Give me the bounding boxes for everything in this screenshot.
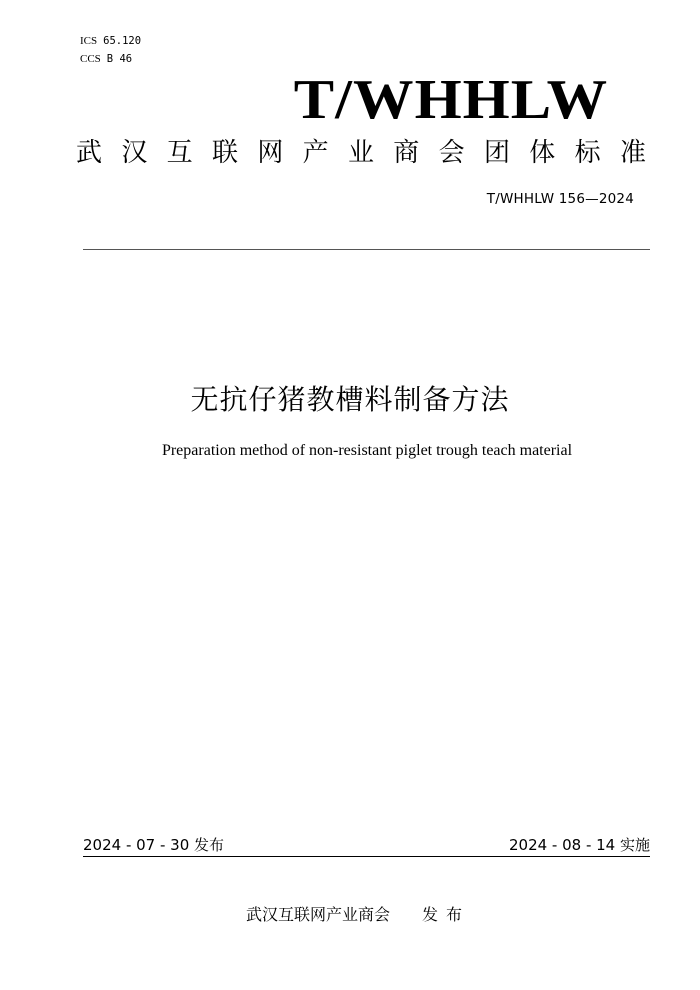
org-char: 汉 xyxy=(121,138,148,168)
issuer-name: 武汉互联网产业商会 xyxy=(246,905,391,924)
implementation-date: 2024 - 08 - 14 实施 xyxy=(508,836,650,854)
standard-number: T/WHHLW 156—2024 xyxy=(486,191,634,207)
org-char: 产 xyxy=(302,138,329,168)
document-title-english: Preparation method of non-resistant piglet trough teach material xyxy=(161,442,573,459)
standard-brand-logo: T/WHHLW xyxy=(293,69,608,131)
org-char: 商 xyxy=(393,138,420,168)
org-char: 会 xyxy=(438,138,465,168)
org-char: 互 xyxy=(166,138,193,168)
organization-standard-name xyxy=(76,136,646,170)
ics-label: ICS xyxy=(80,35,98,47)
org-char: 团 xyxy=(483,138,510,168)
ccs-classification xyxy=(80,53,132,65)
issuer-line xyxy=(246,902,470,925)
ics-code: 65.120 xyxy=(103,35,142,47)
ccs-label: CCS xyxy=(80,53,101,65)
footer-divider xyxy=(83,856,650,857)
header-divider xyxy=(83,249,650,250)
org-char: 体 xyxy=(529,138,556,168)
ics-classification xyxy=(80,35,141,47)
org-char: 联 xyxy=(211,138,238,168)
ccs-code: B 46 xyxy=(106,53,133,65)
org-char: 网 xyxy=(257,138,284,168)
issue-action: 发布 xyxy=(422,905,471,924)
org-char: 标 xyxy=(574,138,601,168)
publish-date: 2024 - 07 - 30 发布 xyxy=(83,836,225,854)
org-char: 业 xyxy=(347,138,374,168)
document-title-chinese: 无抗仔猪教槽料制备方法 xyxy=(190,383,510,416)
org-char: 武 xyxy=(76,138,103,168)
org-char: 准 xyxy=(619,138,646,168)
